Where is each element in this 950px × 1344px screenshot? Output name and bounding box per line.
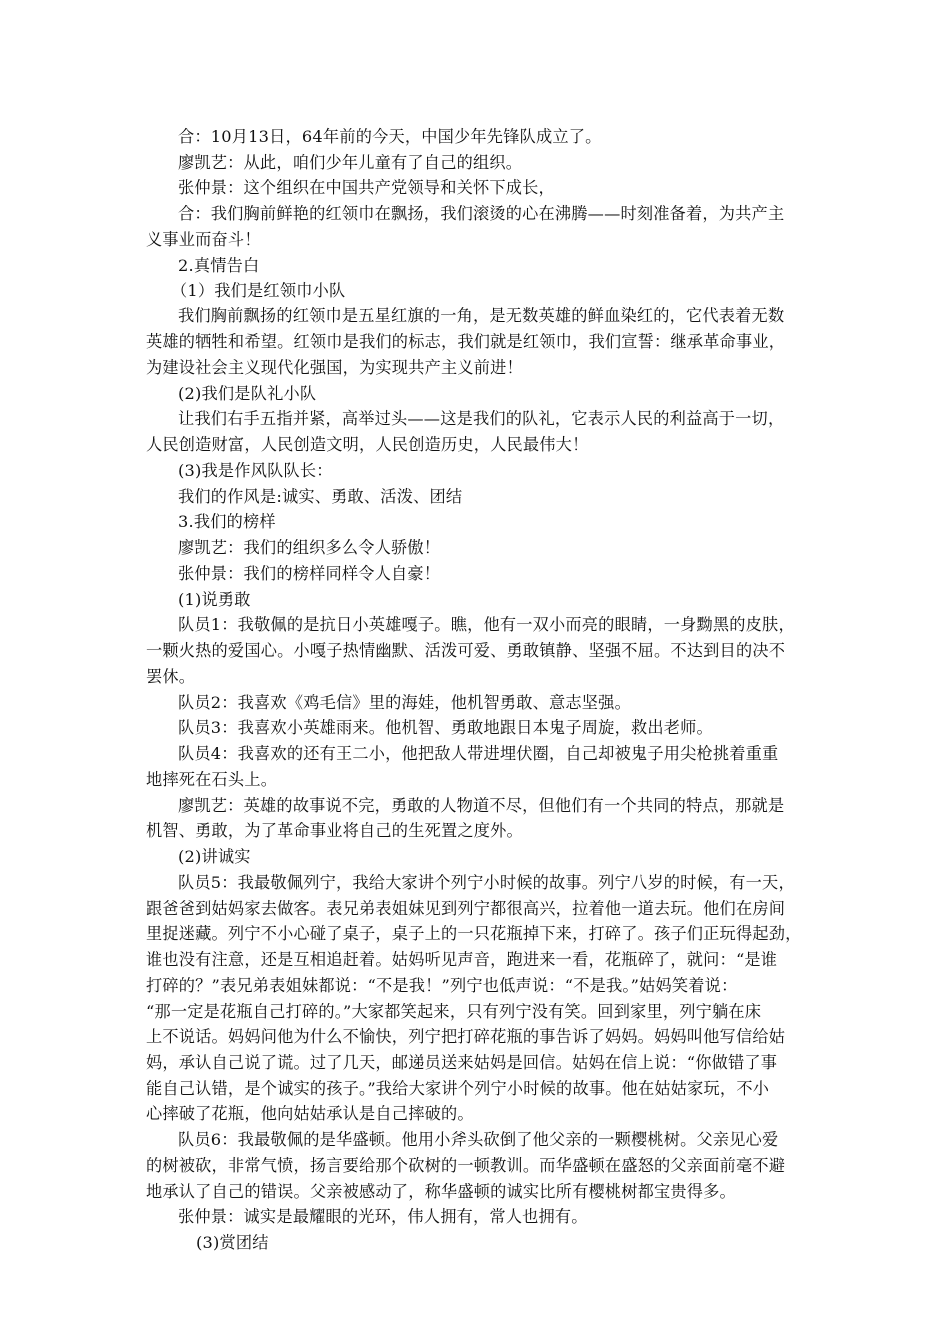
text-line: 张仲景：诚实是最耀眼的光环，伟人拥有，常人也拥有。 — [178, 1207, 588, 1226]
text-line: 打碎的？”表兄弟表姐妹都说：“不是我！”列宁也低声说：“不是我。”姑妈笑着说： — [146, 976, 738, 995]
text-line: 一颗火热的爱国心。小嘎子热情幽默、活泼可爱、勇敢镇静、坚强不屈。不达到目的决不 — [146, 641, 786, 660]
text-line: 里捉迷藏。列宁不小心碰了桌子，桌子上的一只花瓶掉下来，打碎了。孩子们正玩得起劲， — [146, 924, 802, 943]
text-line: 廖凯艺：我们的组织多么令人骄傲！ — [178, 538, 441, 557]
subsection-heading: (2)我们是队礼小队 — [178, 384, 317, 403]
text-line: 让我们右手五指并紧，高举过头——这是我们的队礼，它表示人民的利益高于一切， — [178, 409, 785, 428]
text-line: 心摔破了花瓶，他向姑姑承认是自己摔破的。 — [146, 1104, 474, 1123]
text-line: 上不说话。妈妈问他为什么不愉快，列宁把打碎花瓶的事告诉了妈妈。妈妈叫他写信给姑 — [146, 1027, 786, 1046]
text-line: 队员6：我最敬佩的是华盛顿。他用小斧头砍倒了他父亲的一颗樱桃树。父亲见心爱 — [178, 1130, 779, 1149]
text-line: 张仲景：我们的榜样同样令人自豪！ — [178, 564, 441, 583]
text-line: 张仲景：这个组织在中国共产党领导和关怀下成长， — [178, 178, 555, 197]
text-line: “那一定是花瓶自己打碎的。”大家都笑起来，只有列宁没有笑。回到家里，列宁躺在床 — [146, 1002, 762, 1021]
subsection-heading: （1）我们是红领巾小队 — [171, 281, 346, 300]
text-line: 机智、勇敢，为了革命事业将自己的生死置之度外。 — [146, 821, 523, 840]
text-line: 我们的作风是:诚实、勇敢、活泼、团结 — [178, 487, 463, 506]
text-line: 地承认了自己的错误。父亲被感动了，称华盛顿的诚实比所有樱桃树都宝贵得多。 — [146, 1182, 736, 1201]
subsection-heading: (2)讲诚实 — [178, 847, 251, 866]
text-line: 谁也没有注意，还是互相追赶着。姑妈听见声音，跑进来一看，花瓶碎了，就问：“是谁 — [146, 950, 778, 969]
text-line: 合：10月13日，64年前的今天，中国少年先锋队成立了。 — [178, 127, 602, 146]
text-line: 合：我们胸前鲜艳的红领巾在飘扬，我们滚烫的心在沸腾——时刻准备着，为共产主 — [178, 204, 785, 223]
text-line: 我们胸前飘扬的红领巾是五星红旗的一角，是无数英雄的鲜血染红的，它代表着无数 — [178, 306, 785, 325]
section-heading: 2.真情告白 — [178, 256, 260, 275]
text-line: 的树被砍，非常气愤，扬言要给那个砍树的一顿教训。而华盛顿在盛怒的父亲面前毫不避 — [146, 1156, 786, 1175]
text-line: 义事业而奋斗！ — [146, 230, 261, 249]
text-line: 地摔死在石头上。 — [146, 770, 278, 789]
text-line: 为建设社会主义现代化强国，为实现共产主义前进！ — [146, 358, 523, 377]
text-line: 罢休。 — [146, 667, 196, 686]
text-line: 能自己认错，是个诚实的孩子。”我给大家讲个列宁小时候的故事。他在姑姑家玩，不小 — [146, 1079, 770, 1098]
subsection-heading: (3)我是作风队队长： — [178, 461, 333, 480]
text-line: 跟爸爸到姑妈家去做客。表兄弟表姐妹见到列宁都很高兴，拉着他一道去玩。他们在房间 — [146, 899, 786, 918]
text-line: 人民创造财富，人民创造文明，人民创造历史，人民最伟大！ — [146, 435, 589, 454]
section-heading: 3.我们的榜样 — [178, 512, 276, 531]
text-line: 队员2：我喜欢《鸡毛信》里的海娃，他机智勇敢、意志坚强。 — [178, 693, 631, 712]
text-line: 队员3：我喜欢小英雄雨来。他机智、勇敢地跟日本鬼子周旋，救出老师。 — [178, 718, 713, 737]
subsection-heading: (3)赏团结 — [196, 1233, 269, 1252]
text-line: 队员4：我喜欢的还有王二小，他把敌人带进埋伏圈，自己却被鬼子用尖枪挑着重重 — [178, 744, 779, 763]
text-line: 妈，承认自己说了谎。过了几天，邮递员送来姑妈是回信。姑妈在信上说：“你做错了事 — [146, 1053, 778, 1072]
text-line: 廖凯艺：从此，咱们少年儿童有了自己的组织。 — [178, 153, 523, 172]
subsection-heading: (1)说勇敢 — [178, 590, 251, 609]
text-line: 队员1：我敬佩的是抗日小英雄嘎子。瞧，他有一双小而亮的眼睛，一身黝黑的皮肤， — [178, 615, 795, 634]
text-line: 队员5：我最敬佩列宁，我给大家讲个列宁小时候的故事。列宁八岁的时候，有一天， — [178, 873, 795, 892]
text-line: 廖凯艺：英雄的故事说不完，勇敢的人物道不尽，但他们有一个共同的特点，那就是 — [178, 796, 785, 815]
text-line: 英雄的牺牲和希望。红领巾是我们的标志，我们就是红领巾，我们宣誓：继承革命事业， — [146, 332, 786, 351]
